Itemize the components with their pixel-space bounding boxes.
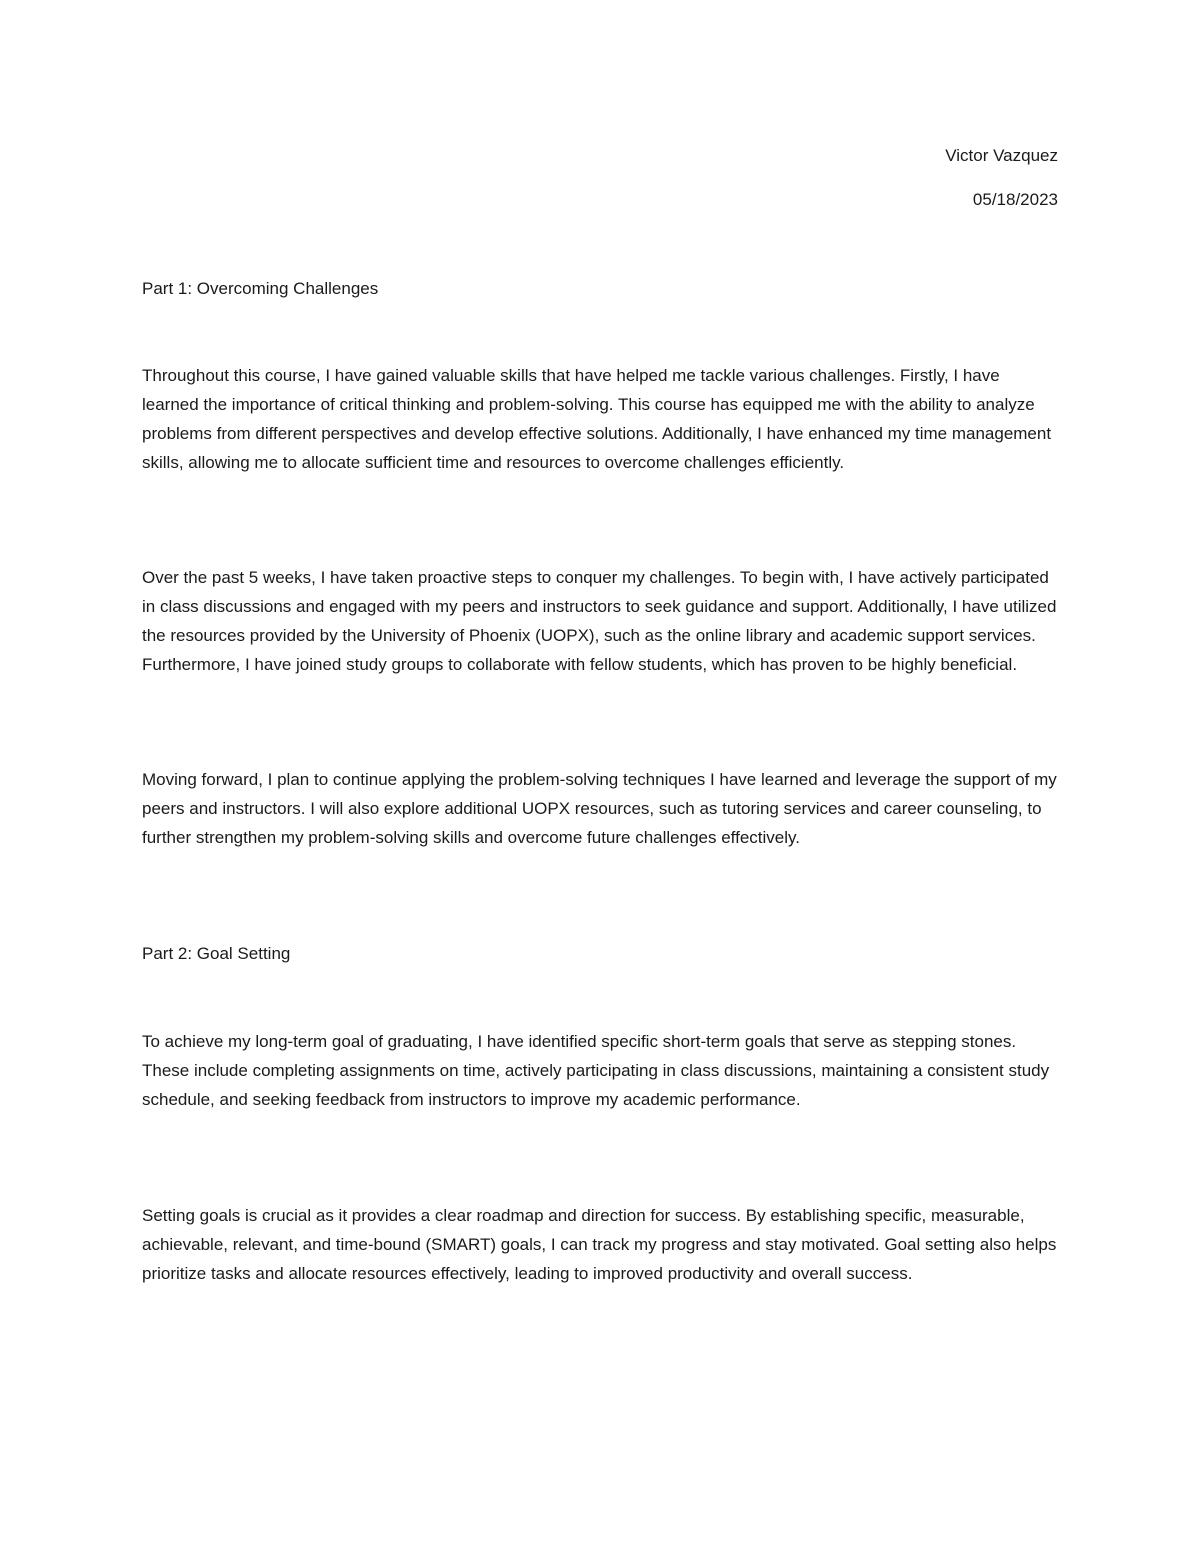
author-name: Victor Vazquez [945,146,1058,165]
section-heading-part-1: Part 1: Overcoming Challenges [142,279,379,298]
paragraph-part-1-2: Over the past 5 weeks, I have taken proactive steps to conquer my challenges. To begin with, I have actively participated in class discussions and engaged with my peers and instructors to seek guidance and support. Additionally, I have utilized the resources provided by the University of Phoenix (UOPX), such as the online library and academic support services. Furthermore, I have joined study groups to collaborate with fellow students, which has proven to be highly beneficial. [142,568,1057,674]
section-heading-part-2: Part 2: Goal Setting [142,944,291,963]
paragraph-part-2-2: Setting goals is crucial as it provides a clear roadmap and direction for success. By establishing specific, measurable, achievable, relevant, and time-bound (SMART) goals, I can track my progress and stay motivated. Goal setting also helps prioritize tasks and allocate resources effectively, leading to improved productivity and overall success. [142,1206,1057,1283]
paragraph-part-1-3: Moving forward, I plan to continue applying the problem-solving techniques I have learned and leverage the support of my peers and instructors. I will also explore additional UOPX resources, such as tutoring services and career counseling, to further strengthen my problem-solving skills and overcome future challenges effectively. [142,770,1057,847]
document-date: 05/18/2023 [972,190,1058,209]
paragraph-part-2-1: To achieve my long-term goal of graduating, I have identified specific short-term goals that serve as stepping stones. These include completing assignments on time, actively participating in class discussions, maintaining a consistent study schedule, and seeking feedback from instructors to improve my academic performance. [142,1032,1050,1109]
paragraph-part-1-1: Throughout this course, I have gained valuable skills that have helped me tackle various challenges. Firstly, I have learned the importance of critical thinking and problem-solving. This course has equipped me with the ability to analyze problems from different perspectives and develop effective solutions. Additionally, I have enhanced my time management skills, allowing me to allocate sufficient time and resources to overcome challenges efficiently. [142,366,1052,472]
